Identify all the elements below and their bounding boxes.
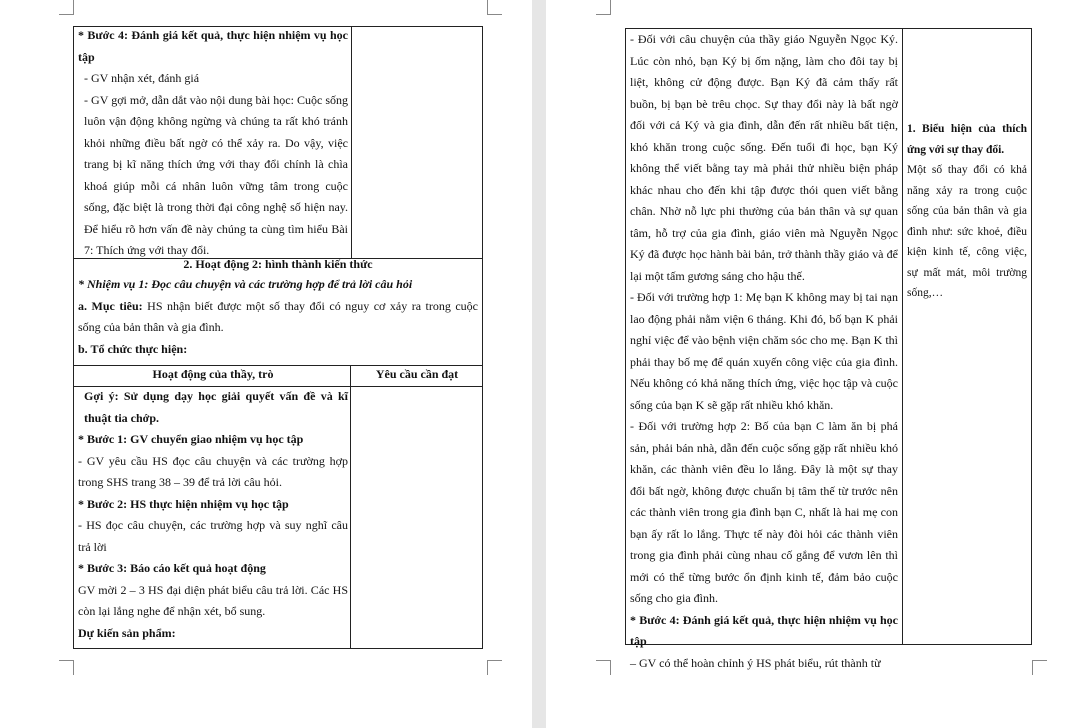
crop-mark bbox=[487, 660, 502, 675]
col-requirement-header: Yêu cầu cần đạt bbox=[375, 367, 459, 381]
lesson-intro: - GV gợi mở, dẫn dắt vào nội dung bài học: Cuộc sống luôn vận động không ngừng và chúng ta rất khó tránh khỏi những điều bất ngờ có thể xảy ra. Do vậy, việc trang bị kĩ năng thích ứng với thay đổi chính là chìa khoá giúp mỗi cá nhân luôn vững tâm trong cuộc sống, đặc biệt là trong thời đại công nghệ số hiện nay. Để hiểu rõ hơn vấn đề này chúng ta cùng tìm hiểu Bài 7: Thích ứng với thay đổi. bbox=[84, 92, 348, 257]
answers-cell bbox=[630, 29, 898, 674]
section-title: 2. Hoạt động 2: hình thành kiến thức bbox=[183, 257, 373, 271]
expected-products: Dự kiến sản phẩm: bbox=[78, 625, 176, 640]
task-title: * Nhiệm vụ 1: Đọc câu chuyện và các trường hợp để trả lời câu hỏi bbox=[78, 277, 413, 291]
goal-text: HS nhận biết được một số thay đổi có nguy cơ xảy ra trong cuộc sống của bản thân và gia đình. bbox=[78, 298, 479, 334]
crop-mark bbox=[596, 660, 611, 675]
section-body bbox=[78, 274, 478, 360]
teacher-review: - GV nhận xét, đánh giá bbox=[84, 71, 200, 85]
crop-mark bbox=[596, 0, 611, 15]
step3-title: * Bước 3: Báo cáo kết quả hoạt động bbox=[78, 561, 266, 575]
story-ky: - Đối với câu chuyện của thầy giáo Nguyễn Ngọc Ký. Lúc còn nhỏ, bạn Ký bị ốm nặng, làm cho đôi tay bị liệt, không cử động được. Bạn Ký đã cảm thấy rất buồn, bị bạn bè trêu chọc. Sự thay đổi này là bất ngờ đối với cả Ký và gia đình, dẫn đến rất nhiều bất tiện, khó khăn trong cuộc sống. Đến tuổi đi học, bạn Ký không thể viết bằng tay mà phải thử nhiều biện pháp khác nhau cho đến khi tập được thói quen viết bằng chân. Nhờ nỗ lực phi thường của bản thân và sự quan tâm, hỗ trợ của gia đình, giáo viên mà Nguyễn Ngọc Ký đã được học hành bài bản, trở thành thầy giáo và để lại một tấm gương sáng cho hậu thế. bbox=[630, 32, 898, 283]
step4-title: * Bước 4: Đánh giá kết quả, thực hiện nhiệm vụ học tập bbox=[630, 612, 898, 648]
requirement-cell bbox=[907, 119, 1027, 304]
crop-mark bbox=[59, 0, 74, 15]
crop-mark bbox=[59, 660, 74, 675]
right-page bbox=[546, 0, 1069, 728]
table-divider bbox=[902, 28, 903, 645]
step2-text: - HS đọc câu chuyện, các trường hợp và suy nghĩ câu trả lời bbox=[78, 518, 348, 554]
goal-label: a. Mục tiêu: bbox=[78, 298, 143, 313]
crop-mark bbox=[487, 0, 502, 15]
step2-title: * Bước 2: HS thực hiện nhiệm vụ học tập bbox=[78, 496, 289, 511]
col-activity-header: Hoạt động của thầy, trò bbox=[152, 367, 274, 381]
step3-text: GV mời 2 – 3 HS đại diện phát biểu câu trả lời. Các HS còn lại lắng nghe để nhận xét, bổ sung. bbox=[78, 582, 348, 618]
step4-heading: * Bước 4: Đánh giá kết quả, thực hiện nhiệm vụ học tập bbox=[78, 28, 348, 64]
case-2: - Đối với trường hợp 2: Bố của bạn C làm ăn bị phá sản, phải bán nhà, dẫn đến cuộc sống gặp rất nhiều khó khăn, các thành viên đều lo lắng. Đây là một sự thay đổi bất ngờ, không được chuẩn bị tâm thế từ trước nên các thành viên trong gia đình bạn C, nhất là hai mẹ con bạn ấy rất lo lắng. Thực tế này đòi hỏi các thành viên trong gia đình phải cùng nhau cố gắng để vươn lên thì mới có thể từng bước ổn định kinh tế, đảm bảo cuộc sống cho gia đình. bbox=[630, 419, 898, 605]
top-block bbox=[78, 25, 348, 262]
left-page bbox=[0, 0, 532, 728]
step4-text: – GV có thể hoàn chỉnh ý HS phát biểu, rút thành từ bbox=[630, 655, 881, 670]
org-label: b. Tổ chức thực hiện: bbox=[78, 341, 188, 356]
step1-text: - GV yêu cầu HS đọc câu chuyện và các trường hợp trong SHS trang 38 – 39 để trả lời câu hỏi. bbox=[78, 453, 348, 489]
activity-cell bbox=[78, 386, 348, 644]
hint: Gợi ý: Sử dụng dạy học giải quyết vấn đề và kĩ thuật tia chớp. bbox=[84, 389, 348, 425]
table-divider bbox=[350, 365, 351, 649]
side-title: 1. Biểu hiện của thích ứng với sự thay đổi. bbox=[907, 123, 1027, 156]
crop-mark bbox=[1032, 660, 1047, 675]
case-1: - Đối với trường hợp 1: Mẹ bạn K không may bị tai nạn lao động phải nằm viện 6 tháng. Khi đó, bố bạn K phải nghỉ việc để vào bệnh viện chăm sóc cho mẹ. Bạn K thì phải thay bố mẹ để quán xuyến công việc của gia đình. Nếu không có khả năng thích ứng, việc học tập và cuộc sống của bạn K sẽ gặp rất nhiều khó khăn. bbox=[630, 290, 898, 412]
step1-title: * Bước 1: GV chuyển giao nhiệm vụ học tập bbox=[78, 432, 304, 446]
table-divider bbox=[351, 26, 352, 259]
side-text: Một số thay đổi có khả năng xảy ra trong cuộc sống của bản thân và gia đình như: sức khoẻ, điều kiện kinh tế, công việc, sự mất mát, môi trường sống,… bbox=[907, 164, 1027, 299]
